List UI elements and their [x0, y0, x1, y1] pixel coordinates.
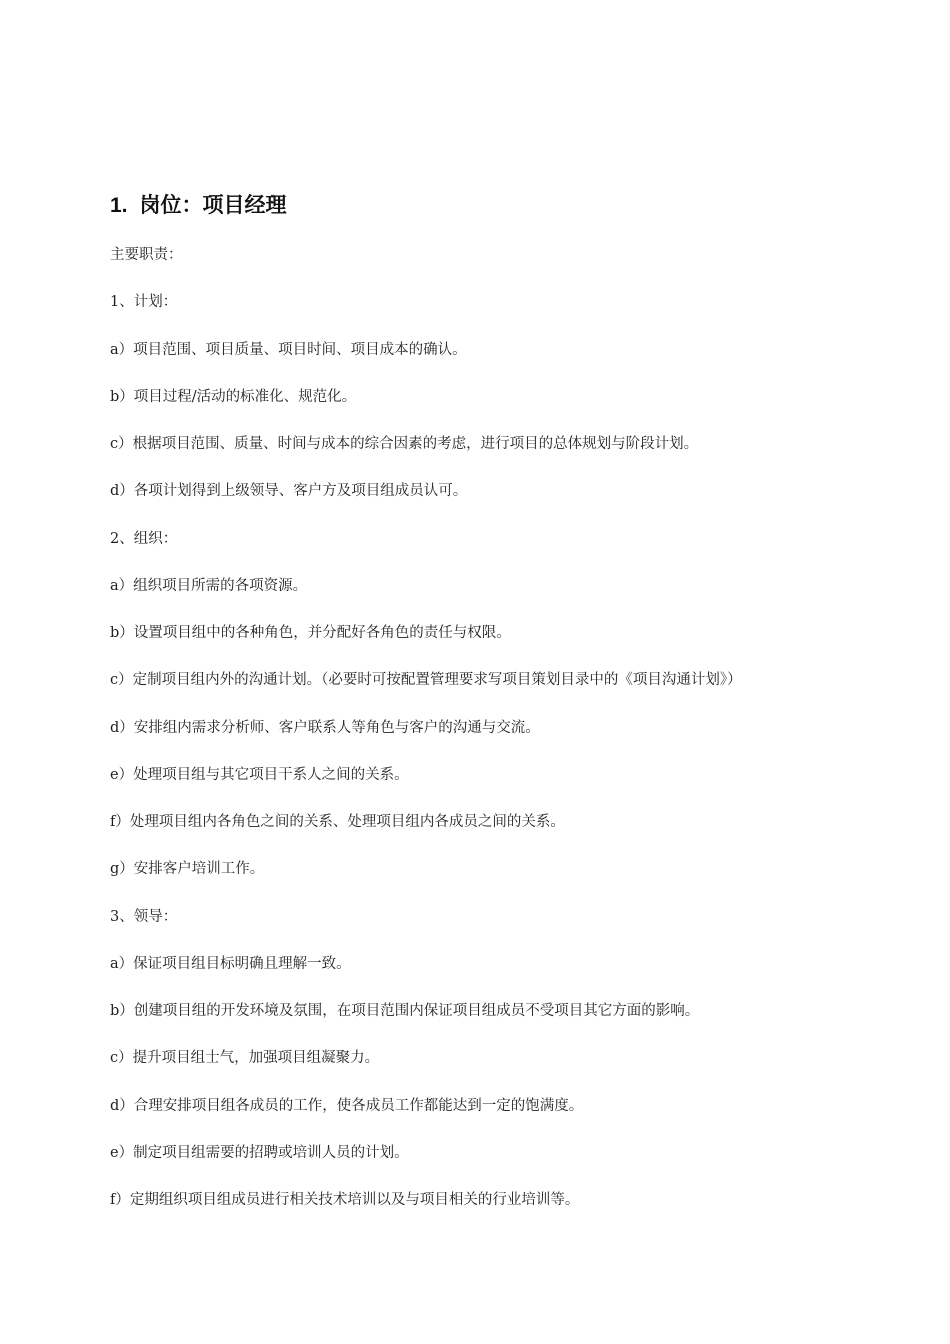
text-line: 2、组织： [110, 530, 178, 547]
text-line: f）处理项目组内各角色之间的关系、处理项目组内各成员之间的关系。 [110, 814, 565, 830]
text-line: b）创建项目组的开发环境及氛围，在项目范围内保证项目组成员不受项目其它方面的影响。 [110, 1003, 700, 1019]
section-number: 1. [110, 194, 128, 218]
text-line: 主要职责： [110, 247, 183, 263]
text-line: g）安排客户培训工作。 [110, 861, 265, 878]
text-line: d）安排组内需求分析师、客户联系人等角色与客户的沟通与交流。 [110, 719, 540, 736]
text-line: c）定制项目组内外的沟通计划。（必要时可按配置管理要求写项目策划目录中的《项目沟通计划》） [110, 672, 742, 689]
text-line: d）合理安排项目组各成员的工作，使各成员工作都能达到一定的饱满度。 [110, 1097, 584, 1114]
text-line: a）组织项目所需的各项资源。 [110, 577, 308, 594]
text-line: e）处理项目组与其它项目干系人之间的关系。 [110, 766, 409, 783]
text-line: b）设置项目组中的各种角色，并分配好各角色的责任与权限。 [110, 625, 511, 641]
text-line: 1、计划： [110, 294, 178, 311]
text-line: e）制定项目组需要的招聘或培训人员的计划。 [110, 1144, 409, 1161]
text-line: 3、领导： [110, 908, 178, 925]
section-title: 岗位：项目经理 [139, 193, 287, 218]
responsibilities-list [110, 244, 742, 1236]
text-line: a）项目范围、项目质量、项目时间、项目成本的确认。 [110, 341, 467, 358]
text-line: c）根据项目范围、质量、时间与成本的综合因素的考虑，进行项目的总体规划与阶段计划。 [110, 436, 699, 452]
text-line: a）保证项目组目标明确且理解一致。 [110, 955, 351, 972]
section-heading [110, 190, 287, 221]
text-line: c）提升项目组士气，加强项目组凝聚力。 [110, 1050, 380, 1067]
text-line: f）定期组织项目组成员进行相关技术培训以及与项目相关的行业培训等。 [110, 1192, 580, 1208]
text-line: d）各项计划得到上级领导、客户方及项目组成员认可。 [110, 483, 468, 500]
text-line: b）项目过程/活动的标准化、规范化。 [110, 388, 357, 405]
